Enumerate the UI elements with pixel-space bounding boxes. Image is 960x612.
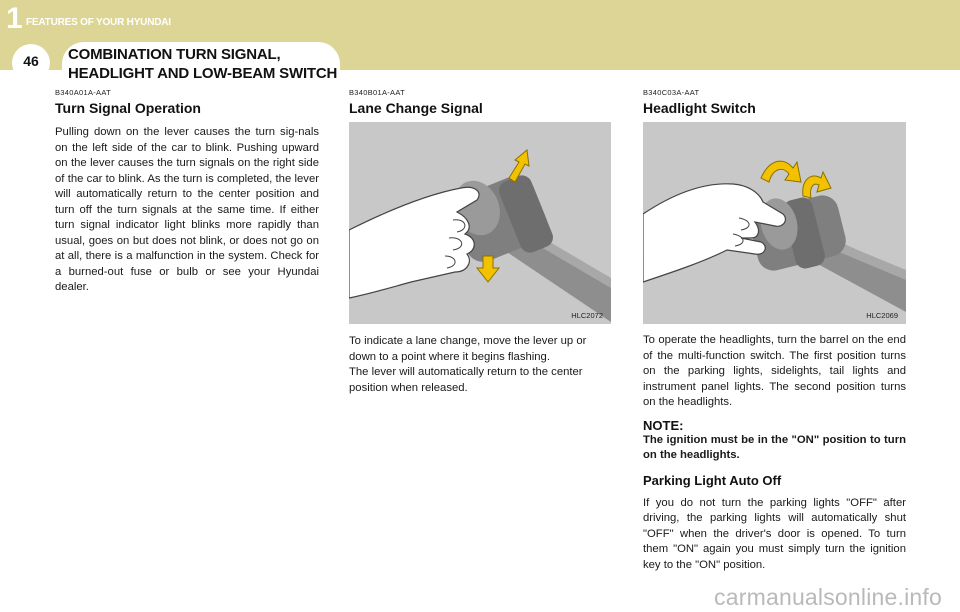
note-text: The ignition must be in the "ON" position to turn on the headlights. [643, 433, 906, 461]
note-title: NOTE: [643, 417, 684, 433]
figure-label: HLC2072 [571, 311, 603, 320]
figure-label: HLC2069 [866, 311, 898, 320]
chapter-title: FEATURES OF YOUR HYUNDAI [26, 17, 171, 28]
page-number: 46 [23, 53, 39, 69]
section-heading: Lane Change Signal [349, 100, 483, 116]
section-code: B340C03A-AAT [643, 88, 700, 97]
section-body: To indicate a lane change, move the lever up or down to a point where it begins flashing. [349, 335, 587, 363]
subsection-body: If you do not turn the parking lights "OFF" after driving, the parking lights will automatically shut "OFF" when the driver's door is opened. To turn them "ON" again you must simply turn the ignition key to the "ON" position. [643, 496, 906, 571]
section-body: The lever will automatically return to the center position when released. [349, 366, 583, 394]
rotate-arrow-icon [643, 122, 906, 324]
watermark: carmanualsonline.info [714, 584, 942, 610]
left-column [55, 88, 319, 296]
subsection-heading: Parking Light Auto Off [643, 472, 782, 488]
lane-change-figure [349, 122, 611, 324]
section-code: B340B01A-AAT [349, 88, 405, 97]
chapter-number: 1 [6, 2, 23, 35]
section-body: Pulling down on the lever causes the turn sig-nals on the left side of the car to blink. Pushing upward on the lever causes the turn signals on the right side of the car to blink. As the turn is completed, the lever will automatically return to the center position and turn off the turn signals at the same time. If either turn signal indicator light blinks more rapidly than usual, goes on but does not blink, or does not go on at all, there is a malfunction in the system. Check for a burned-out fuse or bulb or see your Hyundai dealer. [55, 126, 319, 293]
section-heading: Headlight Switch [643, 100, 756, 116]
headlight-switch-figure [643, 122, 906, 324]
arrow-down-icon [349, 122, 611, 324]
section-body: To operate the headlights, turn the barrel on the end of the multi-function switch. The first position turns on the parking lights, sidelights, tail lights and instrument panel lights. The second position turns on the headlights. [643, 334, 906, 408]
right-column [643, 88, 906, 573]
section-title: COMBINATION TURN SIGNAL, HEADLIGHT AND LOW-BEAM SWITCH [68, 46, 338, 82]
middle-column [349, 88, 611, 396]
section-heading: Turn Signal Operation [55, 100, 201, 116]
section-code: B340A01A-AAT [55, 88, 111, 97]
